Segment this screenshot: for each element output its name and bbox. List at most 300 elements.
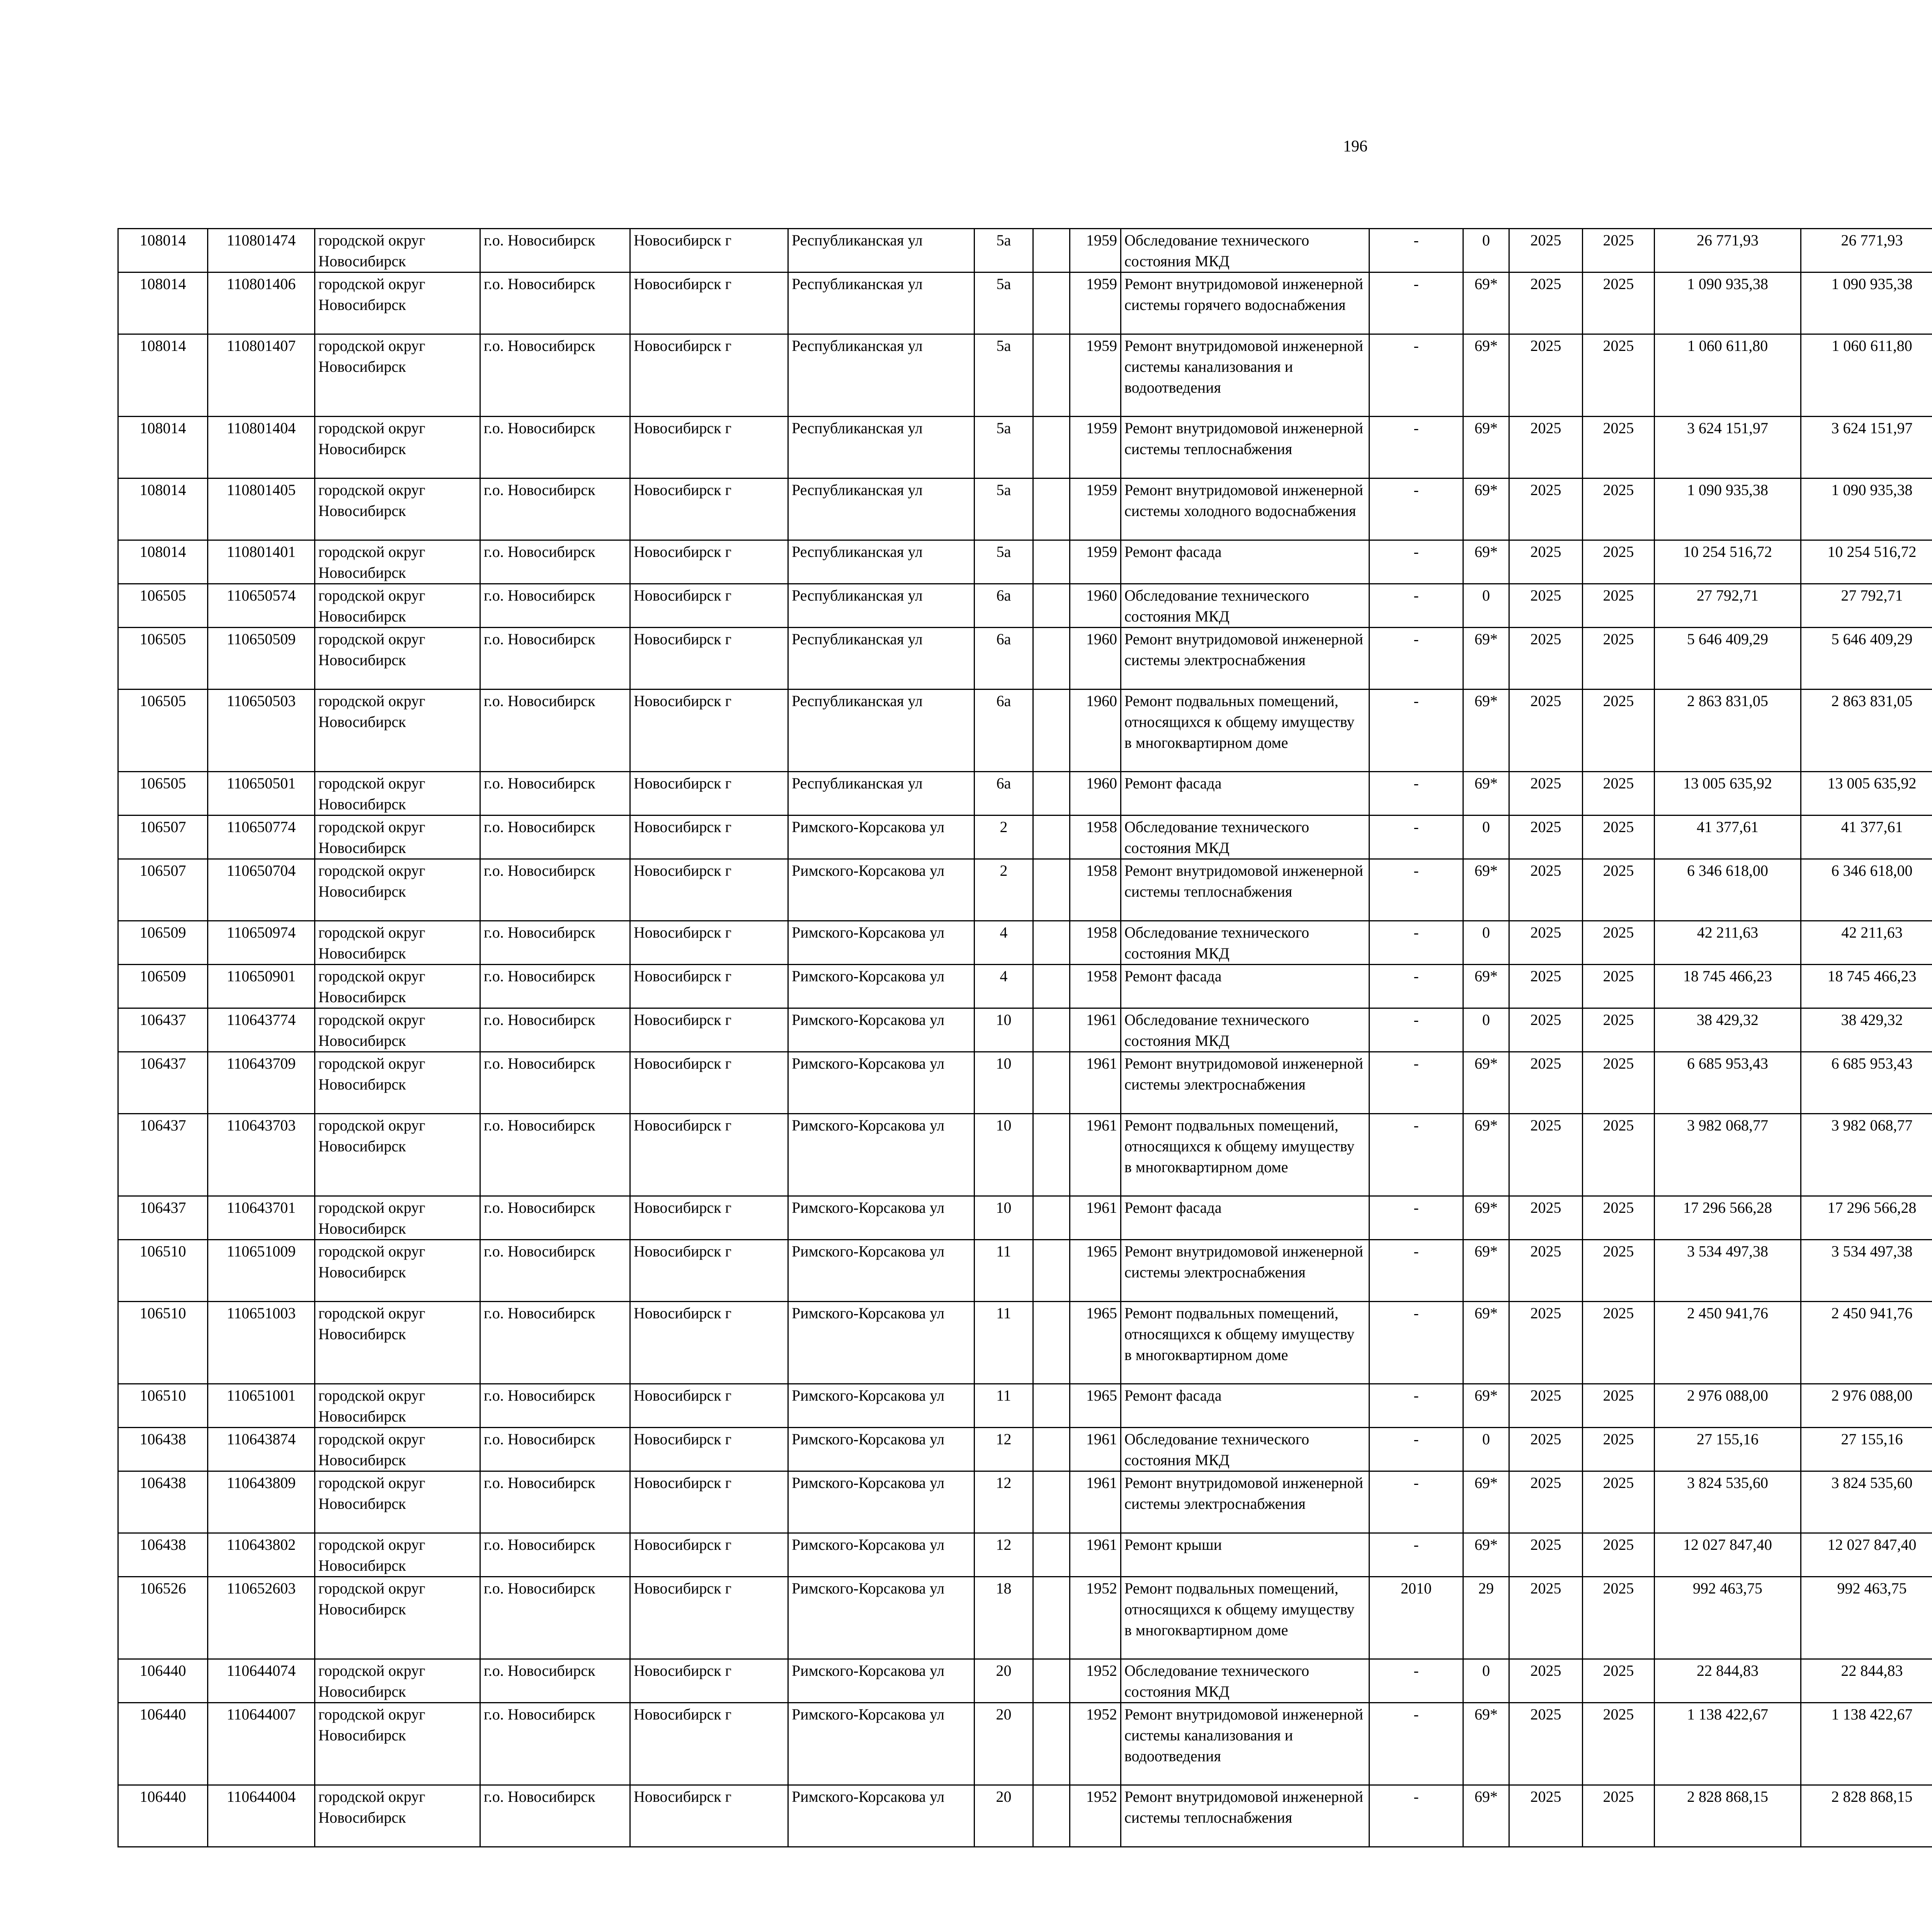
plan-end-year-cell: 2025: [1583, 1008, 1655, 1052]
work-code-cell: 110643874: [208, 1428, 315, 1471]
table-row: [118, 334, 1932, 417]
last-repair-year-cell: -: [1369, 1240, 1463, 1302]
plan-start-year-cell: 2025: [1509, 1052, 1583, 1114]
build-year-cell: 1959: [1070, 417, 1121, 478]
table-row: [118, 1240, 1932, 1302]
plan-end-year-cell: 2025: [1583, 540, 1655, 584]
build-year-cell: 1961: [1070, 1196, 1121, 1240]
work-code-cell: 110801401: [208, 540, 315, 584]
building-cell: [1033, 1659, 1070, 1703]
plan-start-year-cell: 2025: [1509, 1471, 1583, 1533]
house-number-cell: 10: [975, 1008, 1033, 1052]
locality-cell: Новосибирск г: [630, 1008, 788, 1052]
object-id-cell: 106437: [118, 1008, 208, 1052]
wear-percent-cell: 69*: [1463, 272, 1509, 334]
building-cell: [1033, 1471, 1070, 1533]
object-id-cell: 106437: [118, 1196, 208, 1240]
building-cell: [1033, 628, 1070, 690]
street-cell: Римского-Корсакова ул: [788, 1703, 975, 1785]
plan-end-year-cell: 2025: [1583, 1384, 1655, 1428]
fund-cost-cell: 6 346 618,00: [1801, 859, 1932, 921]
table-row: [118, 1008, 1932, 1052]
table-row: [118, 1785, 1932, 1847]
object-id-cell: 106509: [118, 965, 208, 1008]
district-cell: городской округ Новосибирск: [315, 1703, 480, 1785]
last-repair-year-cell: 2010: [1369, 1577, 1463, 1659]
plan-end-year-cell: 2025: [1583, 1240, 1655, 1302]
last-repair-year-cell: -: [1369, 584, 1463, 628]
total-cost-cell: 5 646 409,29: [1655, 628, 1801, 690]
fund-cost-cell: 2 976 088,00: [1801, 1384, 1932, 1428]
total-cost-cell: 6 346 618,00: [1655, 859, 1801, 921]
last-repair-year-cell: -: [1369, 815, 1463, 859]
municipality-cell: г.о. Новосибирск: [480, 1577, 630, 1659]
build-year-cell: 1952: [1070, 1659, 1121, 1703]
building-cell: [1033, 478, 1070, 540]
district-cell: городской округ Новосибирск: [315, 1302, 480, 1384]
work-code-cell: 110644004: [208, 1785, 315, 1847]
build-year-cell: 1958: [1070, 921, 1121, 965]
plan-end-year-cell: 2025: [1583, 1471, 1655, 1533]
object-id-cell: 106440: [118, 1703, 208, 1785]
last-repair-year-cell: -: [1369, 690, 1463, 772]
total-cost-cell: 1 090 935,38: [1655, 272, 1801, 334]
fund-cost-cell: 2 828 868,15: [1801, 1785, 1932, 1847]
wear-percent-cell: 69*: [1463, 334, 1509, 417]
wear-percent-cell: 69*: [1463, 1471, 1509, 1533]
street-cell: Республиканская ул: [788, 417, 975, 478]
work-type-cell: Ремонт фасада: [1121, 1384, 1369, 1428]
object-id-cell: 108014: [118, 417, 208, 478]
municipality-cell: г.о. Новосибирск: [480, 772, 630, 815]
wear-percent-cell: 69*: [1463, 1114, 1509, 1196]
wear-percent-cell: 69*: [1463, 859, 1509, 921]
plan-end-year-cell: 2025: [1583, 1577, 1655, 1659]
district-cell: городской округ Новосибирск: [315, 815, 480, 859]
locality-cell: Новосибирск г: [630, 1785, 788, 1847]
total-cost-cell: 41 377,61: [1655, 815, 1801, 859]
building-cell: [1033, 1240, 1070, 1302]
municipality-cell: г.о. Новосибирск: [480, 1114, 630, 1196]
plan-start-year-cell: 2025: [1509, 417, 1583, 478]
locality-cell: Новосибирск г: [630, 478, 788, 540]
fund-cost-cell: 27 792,71: [1801, 584, 1932, 628]
object-id-cell: 106437: [118, 1114, 208, 1196]
municipality-cell: г.о. Новосибирск: [480, 1240, 630, 1302]
building-cell: [1033, 690, 1070, 772]
house-number-cell: 12: [975, 1533, 1033, 1577]
wear-percent-cell: 0: [1463, 815, 1509, 859]
plan-start-year-cell: 2025: [1509, 921, 1583, 965]
building-cell: [1033, 1384, 1070, 1428]
last-repair-year-cell: -: [1369, 1428, 1463, 1471]
table-row: [118, 921, 1932, 965]
municipality-cell: г.о. Новосибирск: [480, 1703, 630, 1785]
last-repair-year-cell: -: [1369, 965, 1463, 1008]
fund-cost-cell: 18 745 466,23: [1801, 965, 1932, 1008]
locality-cell: Новосибирск г: [630, 1428, 788, 1471]
object-id-cell: 106510: [118, 1240, 208, 1302]
total-cost-cell: 13 005 635,92: [1655, 772, 1801, 815]
plan-end-year-cell: 2025: [1583, 334, 1655, 417]
build-year-cell: 1952: [1070, 1703, 1121, 1785]
wear-percent-cell: 0: [1463, 1008, 1509, 1052]
municipality-cell: г.о. Новосибирск: [480, 1008, 630, 1052]
object-id-cell: 106507: [118, 815, 208, 859]
last-repair-year-cell: -: [1369, 921, 1463, 965]
work-code-cell: 110651001: [208, 1384, 315, 1428]
plan-start-year-cell: 2025: [1509, 690, 1583, 772]
plan-end-year-cell: 2025: [1583, 229, 1655, 272]
locality-cell: Новосибирск г: [630, 1703, 788, 1785]
table-row: [118, 965, 1932, 1008]
plan-start-year-cell: 2025: [1509, 772, 1583, 815]
district-cell: городской округ Новосибирск: [315, 772, 480, 815]
total-cost-cell: 2 976 088,00: [1655, 1384, 1801, 1428]
fund-cost-cell: 1 090 935,38: [1801, 272, 1932, 334]
plan-end-year-cell: 2025: [1583, 965, 1655, 1008]
locality-cell: Новосибирск г: [630, 1114, 788, 1196]
work-code-cell: 110650901: [208, 965, 315, 1008]
building-cell: [1033, 859, 1070, 921]
wear-percent-cell: 69*: [1463, 1384, 1509, 1428]
locality-cell: Новосибирск г: [630, 965, 788, 1008]
work-code-cell: 110643802: [208, 1533, 315, 1577]
total-cost-cell: 3 534 497,38: [1655, 1240, 1801, 1302]
work-code-cell: 110801405: [208, 478, 315, 540]
build-year-cell: 1961: [1070, 1008, 1121, 1052]
house-number-cell: 4: [975, 921, 1033, 965]
municipality-cell: г.о. Новосибирск: [480, 815, 630, 859]
locality-cell: Новосибирск г: [630, 584, 788, 628]
build-year-cell: 1961: [1070, 1052, 1121, 1114]
house-number-cell: 6а: [975, 628, 1033, 690]
district-cell: городской округ Новосибирск: [315, 540, 480, 584]
municipality-cell: г.о. Новосибирск: [480, 1533, 630, 1577]
fund-cost-cell: 5 646 409,29: [1801, 628, 1932, 690]
street-cell: Римского-Корсакова ул: [788, 815, 975, 859]
building-cell: [1033, 229, 1070, 272]
object-id-cell: 108014: [118, 334, 208, 417]
work-type-cell: Обследование технического состояния МКД: [1121, 1008, 1369, 1052]
municipality-cell: г.о. Новосибирск: [480, 1659, 630, 1703]
district-cell: городской округ Новосибирск: [315, 417, 480, 478]
building-cell: [1033, 921, 1070, 965]
wear-percent-cell: 0: [1463, 1659, 1509, 1703]
plan-end-year-cell: 2025: [1583, 628, 1655, 690]
district-cell: городской округ Новосибирск: [315, 1428, 480, 1471]
fund-cost-cell: 12 027 847,40: [1801, 1533, 1932, 1577]
house-number-cell: 4: [975, 965, 1033, 1008]
last-repair-year-cell: -: [1369, 1008, 1463, 1052]
work-code-cell: 110644007: [208, 1703, 315, 1785]
table-row: [118, 628, 1932, 690]
work-code-cell: 110652603: [208, 1577, 315, 1659]
work-type-cell: Ремонт внутридомовой инженерной системы электроснабжения: [1121, 1471, 1369, 1533]
table-row: [118, 1577, 1932, 1659]
work-type-cell: Обследование технического состояния МКД: [1121, 1659, 1369, 1703]
total-cost-cell: 42 211,63: [1655, 921, 1801, 965]
plan-end-year-cell: 2025: [1583, 1703, 1655, 1785]
district-cell: городской округ Новосибирск: [315, 965, 480, 1008]
fund-cost-cell: 26 771,93: [1801, 229, 1932, 272]
total-cost-cell: 2 450 941,76: [1655, 1302, 1801, 1384]
build-year-cell: 1952: [1070, 1785, 1121, 1847]
work-type-cell: Ремонт фасада: [1121, 540, 1369, 584]
object-id-cell: 106505: [118, 628, 208, 690]
capital-repair-table: [117, 228, 1932, 1847]
page-number: 196: [1343, 138, 1367, 155]
work-code-cell: 110643774: [208, 1008, 315, 1052]
work-code-cell: 110801407: [208, 334, 315, 417]
house-number-cell: 12: [975, 1471, 1033, 1533]
street-cell: Римского-Корсакова ул: [788, 1240, 975, 1302]
plan-end-year-cell: 2025: [1583, 772, 1655, 815]
house-number-cell: 2: [975, 859, 1033, 921]
fund-cost-cell: 27 155,16: [1801, 1428, 1932, 1471]
plan-start-year-cell: 2025: [1509, 1384, 1583, 1428]
district-cell: городской округ Новосибирск: [315, 272, 480, 334]
district-cell: городской округ Новосибирск: [315, 1384, 480, 1428]
wear-percent-cell: 69*: [1463, 1240, 1509, 1302]
district-cell: городской округ Новосибирск: [315, 1008, 480, 1052]
street-cell: Римского-Корсакова ул: [788, 1785, 975, 1847]
house-number-cell: 18: [975, 1577, 1033, 1659]
table-row: [118, 859, 1932, 921]
table-row: [118, 540, 1932, 584]
fund-cost-cell: 2 863 831,05: [1801, 690, 1932, 772]
last-repair-year-cell: -: [1369, 1659, 1463, 1703]
building-cell: [1033, 1052, 1070, 1114]
house-number-cell: 10: [975, 1196, 1033, 1240]
build-year-cell: 1958: [1070, 815, 1121, 859]
house-number-cell: 10: [975, 1052, 1033, 1114]
municipality-cell: г.о. Новосибирск: [480, 584, 630, 628]
work-code-cell: 110650501: [208, 772, 315, 815]
locality-cell: Новосибирск г: [630, 921, 788, 965]
district-cell: городской округ Новосибирск: [315, 1471, 480, 1533]
building-cell: [1033, 540, 1070, 584]
plan-end-year-cell: 2025: [1583, 1428, 1655, 1471]
total-cost-cell: 6 685 953,43: [1655, 1052, 1801, 1114]
work-code-cell: 110643703: [208, 1114, 315, 1196]
table-row: [118, 478, 1932, 540]
work-type-cell: Обследование технического состояния МКД: [1121, 815, 1369, 859]
locality-cell: Новосибирск г: [630, 1471, 788, 1533]
fund-cost-cell: 42 211,63: [1801, 921, 1932, 965]
municipality-cell: г.о. Новосибирск: [480, 1302, 630, 1384]
locality-cell: Новосибирск г: [630, 1240, 788, 1302]
locality-cell: Новосибирск г: [630, 1659, 788, 1703]
district-cell: городской округ Новосибирск: [315, 478, 480, 540]
work-code-cell: 110643709: [208, 1052, 315, 1114]
building-cell: [1033, 1703, 1070, 1785]
wear-percent-cell: 0: [1463, 584, 1509, 628]
last-repair-year-cell: -: [1369, 772, 1463, 815]
building-cell: [1033, 1577, 1070, 1659]
district-cell: городской округ Новосибирск: [315, 334, 480, 417]
plan-start-year-cell: 2025: [1509, 1302, 1583, 1384]
house-number-cell: 2: [975, 815, 1033, 859]
object-id-cell: 106440: [118, 1785, 208, 1847]
building-cell: [1033, 417, 1070, 478]
object-id-cell: 106437: [118, 1052, 208, 1114]
total-cost-cell: 27 155,16: [1655, 1428, 1801, 1471]
building-cell: [1033, 1428, 1070, 1471]
total-cost-cell: 1 138 422,67: [1655, 1703, 1801, 1785]
wear-percent-cell: 29: [1463, 1577, 1509, 1659]
fund-cost-cell: 13 005 635,92: [1801, 772, 1932, 815]
plan-start-year-cell: 2025: [1509, 1196, 1583, 1240]
wear-percent-cell: 69*: [1463, 690, 1509, 772]
work-code-cell: 110801406: [208, 272, 315, 334]
building-cell: [1033, 1114, 1070, 1196]
district-cell: городской округ Новосибирск: [315, 859, 480, 921]
plan-end-year-cell: 2025: [1583, 859, 1655, 921]
municipality-cell: г.о. Новосибирск: [480, 417, 630, 478]
plan-end-year-cell: 2025: [1583, 921, 1655, 965]
district-cell: городской округ Новосибирск: [315, 229, 480, 272]
plan-start-year-cell: 2025: [1509, 1785, 1583, 1847]
last-repair-year-cell: -: [1369, 1052, 1463, 1114]
plan-end-year-cell: 2025: [1583, 272, 1655, 334]
table-row: [118, 1428, 1932, 1471]
house-number-cell: 11: [975, 1384, 1033, 1428]
object-id-cell: 106438: [118, 1428, 208, 1471]
wear-percent-cell: 69*: [1463, 1533, 1509, 1577]
work-type-cell: Ремонт подвальных помещений, относящихся к общему имуществу в многоквартирном доме: [1121, 1302, 1369, 1384]
locality-cell: Новосибирск г: [630, 1196, 788, 1240]
object-id-cell: 106509: [118, 921, 208, 965]
plan-end-year-cell: 2025: [1583, 478, 1655, 540]
locality-cell: Новосибирск г: [630, 1577, 788, 1659]
street-cell: Римского-Корсакова ул: [788, 1302, 975, 1384]
build-year-cell: 1960: [1070, 584, 1121, 628]
build-year-cell: 1960: [1070, 772, 1121, 815]
fund-cost-cell: 17 296 566,28: [1801, 1196, 1932, 1240]
table-row: [118, 584, 1932, 628]
object-id-cell: 108014: [118, 478, 208, 540]
last-repair-year-cell: -: [1369, 229, 1463, 272]
plan-start-year-cell: 2025: [1509, 815, 1583, 859]
building-cell: [1033, 1196, 1070, 1240]
building-cell: [1033, 1785, 1070, 1847]
house-number-cell: 20: [975, 1659, 1033, 1703]
plan-start-year-cell: 2025: [1509, 1533, 1583, 1577]
work-code-cell: 110643809: [208, 1471, 315, 1533]
build-year-cell: 1958: [1070, 859, 1121, 921]
wear-percent-cell: 69*: [1463, 417, 1509, 478]
object-id-cell: 108014: [118, 272, 208, 334]
district-cell: городской округ Новосибирск: [315, 1240, 480, 1302]
plan-start-year-cell: 2025: [1509, 272, 1583, 334]
last-repair-year-cell: -: [1369, 1471, 1463, 1533]
district-cell: городской округ Новосибирск: [315, 690, 480, 772]
work-type-cell: Ремонт крыши: [1121, 1533, 1369, 1577]
district-cell: городской округ Новосибирск: [315, 1196, 480, 1240]
plan-end-year-cell: 2025: [1583, 417, 1655, 478]
street-cell: Римского-Корсакова ул: [788, 1471, 975, 1533]
house-number-cell: 11: [975, 1302, 1033, 1384]
build-year-cell: 1961: [1070, 1428, 1121, 1471]
work-code-cell: 110650509: [208, 628, 315, 690]
fund-cost-cell: 3 982 068,77: [1801, 1114, 1932, 1196]
last-repair-year-cell: -: [1369, 1533, 1463, 1577]
last-repair-year-cell: -: [1369, 628, 1463, 690]
last-repair-year-cell: -: [1369, 478, 1463, 540]
wear-percent-cell: 69*: [1463, 1703, 1509, 1785]
build-year-cell: 1961: [1070, 1471, 1121, 1533]
work-type-cell: Ремонт внутридомовой инженерной системы холодного водоснабжения: [1121, 478, 1369, 540]
plan-end-year-cell: 2025: [1583, 1052, 1655, 1114]
plan-start-year-cell: 2025: [1509, 859, 1583, 921]
building-cell: [1033, 1008, 1070, 1052]
build-year-cell: 1958: [1070, 965, 1121, 1008]
locality-cell: Новосибирск г: [630, 859, 788, 921]
table-row: [118, 1052, 1932, 1114]
locality-cell: Новосибирск г: [630, 1302, 788, 1384]
fund-cost-cell: 3 534 497,38: [1801, 1240, 1932, 1302]
street-cell: Республиканская ул: [788, 690, 975, 772]
table-row: [118, 772, 1932, 815]
last-repair-year-cell: -: [1369, 1785, 1463, 1847]
wear-percent-cell: 69*: [1463, 478, 1509, 540]
object-id-cell: 106526: [118, 1577, 208, 1659]
street-cell: Римского-Корсакова ул: [788, 1384, 975, 1428]
house-number-cell: 5а: [975, 478, 1033, 540]
fund-cost-cell: 3 624 151,97: [1801, 417, 1932, 478]
total-cost-cell: 2 828 868,15: [1655, 1785, 1801, 1847]
locality-cell: Новосибирск г: [630, 1533, 788, 1577]
street-cell: Республиканская ул: [788, 229, 975, 272]
object-id-cell: 106507: [118, 859, 208, 921]
district-cell: городской округ Новосибирск: [315, 628, 480, 690]
street-cell: Республиканская ул: [788, 584, 975, 628]
locality-cell: Новосибирск г: [630, 1052, 788, 1114]
fund-cost-cell: 6 685 953,43: [1801, 1052, 1932, 1114]
last-repair-year-cell: -: [1369, 334, 1463, 417]
wear-percent-cell: 0: [1463, 921, 1509, 965]
locality-cell: Новосибирск г: [630, 229, 788, 272]
build-year-cell: 1965: [1070, 1384, 1121, 1428]
build-year-cell: 1959: [1070, 272, 1121, 334]
municipality-cell: г.о. Новосибирск: [480, 1196, 630, 1240]
work-type-cell: Ремонт внутридомовой инженерной системы электроснабжения: [1121, 628, 1369, 690]
work-type-cell: Ремонт внутридомовой инженерной системы электроснабжения: [1121, 1240, 1369, 1302]
house-number-cell: 6а: [975, 584, 1033, 628]
street-cell: Римского-Корсакова ул: [788, 1114, 975, 1196]
work-type-cell: Обследование технического состояния МКД: [1121, 229, 1369, 272]
table-row: [118, 1114, 1932, 1196]
district-cell: городской округ Новосибирск: [315, 1114, 480, 1196]
locality-cell: Новосибирск г: [630, 417, 788, 478]
plan-start-year-cell: 2025: [1509, 1008, 1583, 1052]
fund-cost-cell: 41 377,61: [1801, 815, 1932, 859]
house-number-cell: 5а: [975, 272, 1033, 334]
locality-cell: Новосибирск г: [630, 815, 788, 859]
district-cell: городской округ Новосибирск: [315, 921, 480, 965]
house-number-cell: 6а: [975, 690, 1033, 772]
plan-start-year-cell: 2025: [1509, 1703, 1583, 1785]
municipality-cell: г.о. Новосибирск: [480, 690, 630, 772]
house-number-cell: 20: [975, 1703, 1033, 1785]
last-repair-year-cell: -: [1369, 1114, 1463, 1196]
work-code-cell: 110801404: [208, 417, 315, 478]
table-row: [118, 1659, 1932, 1703]
work-code-cell: 110650974: [208, 921, 315, 965]
district-cell: городской округ Новосибирск: [315, 1052, 480, 1114]
object-id-cell: 106510: [118, 1302, 208, 1384]
